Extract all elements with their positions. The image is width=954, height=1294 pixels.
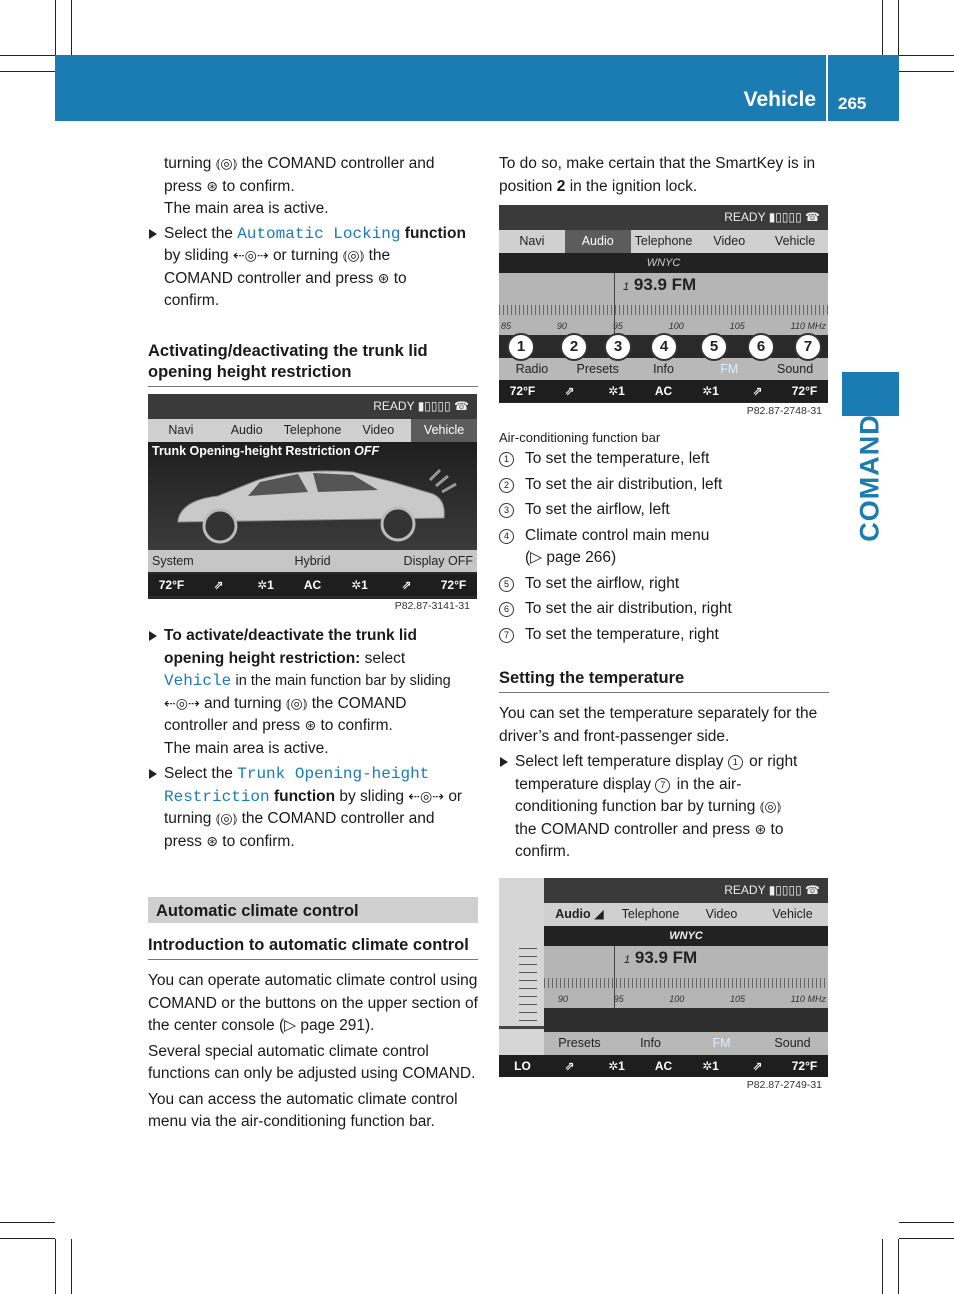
callout-4: 4 xyxy=(650,333,678,361)
crop-mark xyxy=(899,1222,954,1223)
press-icon: ⊛ xyxy=(754,821,767,838)
list-item: 3 To set the airflow, left xyxy=(499,499,829,522)
list-item: 7 To set the temperature, right xyxy=(499,624,829,647)
crop-mark xyxy=(898,0,899,55)
car-illustration xyxy=(148,442,477,550)
fig3-tabs: Audio ◢ Telephone Video Vehicle xyxy=(544,903,828,926)
turn-icon: ⦅◎⦆ xyxy=(215,156,238,172)
figure-caption: P82.87-2748-31 xyxy=(746,405,822,417)
station-name: WNYC xyxy=(499,253,828,273)
section-heading-climate: Automatic climate control xyxy=(148,897,478,923)
turn-icon: ⦅◎⦆ xyxy=(342,248,365,264)
turn-icon: ⦅◎⦆ xyxy=(215,811,238,827)
crop-mark xyxy=(898,1239,899,1294)
menu-item-automatic-locking: Automatic Locking xyxy=(237,224,401,243)
crop-mark xyxy=(55,0,56,55)
station-name: WNYC xyxy=(544,926,828,946)
menu-item-trunk: Trunk Opening-height xyxy=(237,765,430,783)
menu-item-vehicle: Vehicle xyxy=(164,672,232,690)
fig3-mid-bar: Presets Info FM Sound xyxy=(544,1032,828,1055)
figure-temperature-scale: READY ▮▯▯▯▯ ☎ Audio ◢ Telephone Video Vehicle WNYC 1 93.9 FM 90 95 100 105 110 MHz Presets Info FM Sound LO ⇗ ✲1 AC ✲1 ⇗ 72°F xyxy=(499,878,828,1077)
left-column xyxy=(148,153,478,387)
frequency: 93.9 FM xyxy=(634,948,698,967)
list-item: 5 To set the airflow, right xyxy=(499,573,829,596)
fig2-bottom-bar: 72°F ⇗ ✲1 AC ✲1 ⇗ 72°F xyxy=(499,380,828,402)
figure-caption: P82.87-2749-31 xyxy=(746,1079,822,1091)
tuner-area: 1 93.9 FM 85 90 95 100 105 110 MHz xyxy=(499,273,828,335)
heading-trunk-lid: Activating/deactivating the trunk lid opening height restriction xyxy=(148,341,478,387)
section-title: Vehicle xyxy=(743,88,816,111)
fig3-bottom-bar: LO ⇗ ✲1 AC ✲1 ⇗ 72°F xyxy=(499,1055,828,1077)
turn-icon: ⦅◎⦆ xyxy=(285,695,308,712)
step-select-temperature: Select left temperature display 1 or right temperature display 7 in the air- conditioning function bar by turning ⦅◎⦆ the COMAND controller and press ⊛ to confirm. xyxy=(499,751,829,864)
step-automatic-locking: Select the Automatic Locking function by sliding ⇠◎⇢ or turning ⦅◎⦆ the COMAND controller and press ⊛ to confirm. xyxy=(148,223,478,313)
crop-mark xyxy=(71,0,72,55)
heading-setting-temperature: Setting the temperature xyxy=(499,668,829,693)
press-icon: ⊛ xyxy=(206,178,218,195)
step-activate-trunk: To activate/deactivate the trunk lid opening height restriction: select Vehicle in the main function bar by sliding ⇠◎⇢ and turning ⦅◎⦆ the COMAND controller and press ⊛ to confirm. The main area is active. xyxy=(148,625,478,760)
callout-1: 1 xyxy=(507,333,535,361)
crop-mark xyxy=(899,55,954,56)
list-item: 4 Climate control main menu (▷ page 266) xyxy=(499,525,829,570)
fig2-tabs: Navi Audio Telephone Video Vehicle xyxy=(499,230,828,253)
header-divider xyxy=(826,55,828,121)
paragraph: You can access the automatic climate control menu via the air-conditioning function bar. xyxy=(148,1090,458,1130)
callout-7: 7 xyxy=(794,333,822,361)
list-item: 2 To set the air distribution, left xyxy=(499,474,829,497)
slide-icon: ⇠◎⇢ xyxy=(408,788,444,805)
crop-mark xyxy=(55,1239,56,1294)
press-icon: ⊛ xyxy=(206,833,218,850)
right-column-intro: To do so, make certain that the SmartKey is in position 2 in the ignition lock. xyxy=(499,155,816,195)
callout-5: 5 xyxy=(700,333,728,361)
side-tab xyxy=(842,372,899,416)
fig1-tabs: Navi Audio Telephone Video Vehicle xyxy=(148,419,477,442)
slide-icon: ⇠◎⇢ xyxy=(164,695,200,712)
tuner-area: 1 93.9 FM 90 95 100 105 110 MHz xyxy=(544,946,828,1008)
step-select-trunk: Select the Trunk Opening-height Restriction function by sliding ⇠◎⇢ or turning ⦅◎⦆ the COMAND controller and press ⊛ to confirm. xyxy=(148,763,478,853)
crop-mark xyxy=(882,1239,883,1294)
press-icon: ⊛ xyxy=(377,270,390,287)
callout-3: 3 xyxy=(604,333,632,361)
paragraph: You can set the temperature separately for the driver’s and front-passenger side. xyxy=(499,705,818,745)
crop-mark xyxy=(899,1238,954,1239)
temperature-scale xyxy=(499,878,544,1055)
fig2-mid-bar: Radio Presets Info FM Sound xyxy=(499,358,828,380)
press-icon: ⊛ xyxy=(304,718,317,734)
callout-2: 2 xyxy=(560,333,588,361)
fig1-mid-bar: System Hybrid Display OFF xyxy=(148,550,477,572)
crop-mark xyxy=(0,71,55,72)
page-number: 265 xyxy=(838,94,867,113)
paragraph: You can operate automatic climate control using COMAND or the buttons on the upper section of the center console (▷ page 291). xyxy=(148,972,478,1034)
heading-intro-climate: Introduction to automatic climate control xyxy=(148,935,478,960)
crop-mark xyxy=(0,55,55,56)
turn-icon: ⦅◎⦆ xyxy=(759,799,782,815)
figure-climate-bar: READY ▮▯▯▯▯ ☎ Navi Audio Telephone Video Vehicle WNYC 1 93.9 FM 85 90 95 100 105 110 MHz Radio Presets Info FM Sound 72°F ⇗ ✲1 AC ✲1 ⇗ 72°F 1 2 3 4 5 6 7 xyxy=(499,205,828,403)
callout-6: 6 xyxy=(747,333,775,361)
figure-trunk-restriction: READY ▮▯▯▯▯ ☎ Navi Audio Telephone Video Vehicle Trunk Opening-height Restriction OFF System Hybrid Display OFF 72°F ⇗ ✲1 AC ✲1 ⇗ 72°F xyxy=(148,394,477,599)
crop-mark xyxy=(71,1239,72,1294)
figure-caption: P82.87-3141-31 xyxy=(394,600,470,612)
right-column-list xyxy=(499,428,829,867)
crop-mark xyxy=(0,1222,55,1223)
fig1-bottom-bar: 72°F ⇗ ✲1 AC ✲1 ⇗ 72°F xyxy=(148,574,477,596)
fig1-main-area: Trunk Opening-height Restriction OFF xyxy=(148,442,477,550)
left-column-lower xyxy=(148,625,478,1137)
crop-mark xyxy=(882,0,883,55)
continued-step: turning ⦅◎⦆ the COMAND controller and press ⊛ to confirm. The main area is active. xyxy=(164,155,435,217)
figure-label: Air-conditioning function bar xyxy=(499,430,661,445)
frequency: 93.9 FM xyxy=(633,275,697,294)
paragraph: Several special automatic climate control functions can only be adjusted using COMAND. xyxy=(148,1042,476,1082)
list-item: 1 To set the temperature, left xyxy=(499,448,829,471)
crop-mark xyxy=(0,1238,55,1239)
crop-mark xyxy=(899,71,954,72)
list-item: 6 To set the air distribution, right xyxy=(499,598,829,621)
slide-icon: ⇠◎⇢ xyxy=(232,248,269,264)
